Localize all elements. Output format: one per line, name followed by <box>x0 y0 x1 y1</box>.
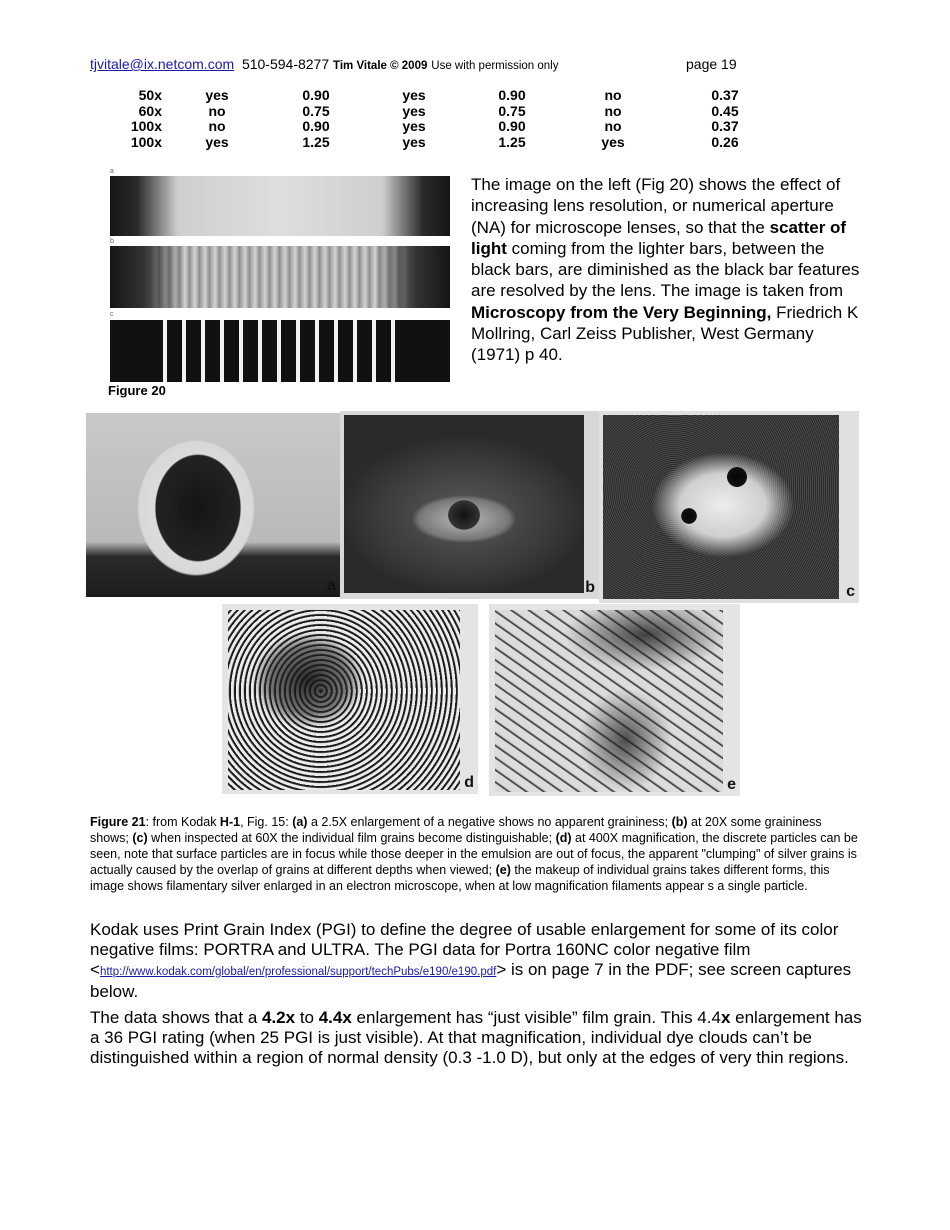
bar-label-c: c <box>110 311 114 318</box>
figure-label-b: b <box>585 579 595 596</box>
permission-note: Use with permission only <box>431 60 559 72</box>
figure-label-a: a <box>327 577 336 594</box>
grain-image-c <box>599 411 859 603</box>
magnification-table <box>92 88 780 150</box>
grain-image-e <box>489 604 740 796</box>
table-row: 100x no 0.90 yes 0.90 no 0.37 <box>130 118 739 134</box>
portrait-image-a <box>86 413 340 597</box>
page-header <box>90 56 737 72</box>
figure-20-caption: Figure 20 <box>108 383 166 398</box>
figure-label-d: d <box>464 774 474 791</box>
resolution-bar-b <box>110 246 450 308</box>
eye-image-b <box>340 411 599 599</box>
kodak-pdf-link[interactable]: http://www.kodak.com/global/en/professional/support/techPubs/e190/e190.pdf <box>99 966 497 978</box>
resolution-bar-c <box>110 320 450 382</box>
table-row: 60x no 0.75 yes 0.75 no 0.45 <box>138 102 739 119</box>
figure-20-paragraph: The image on the left (Fig 20) shows the effect of increasing lens resolution, or numerical aperture (NA) for microscope lenses, so that the scatter of light coming from the lighter bars, between the black bars, are diminished as the black bar features are resolved by the lens. The image is taken from Microscopy from the Very Beginning, Friedrich K Mollring, Carl Zeiss Publisher, West Germany (1971) p 40. <box>471 175 860 365</box>
grain-image-d <box>222 604 478 794</box>
author: Tim Vitale © 2009 <box>333 60 428 72</box>
figure-label-e: e <box>727 776 736 793</box>
page-number: page 19 <box>686 56 737 72</box>
bar-label-b: b <box>110 238 114 245</box>
figure-label-c: c <box>846 583 855 600</box>
resolution-bar-a <box>110 176 450 236</box>
table-row: 50x yes 0.90 yes 0.90 no 0.37 <box>138 87 739 103</box>
grain-data-paragraph: The data shows that a 4.2x to 4.4x enlargement has “just visible” film grain. This 4.4x enlargement has a 36 PGI rating (when 25 PGI is just visible). At that magnification, individual dye clouds can’t be distinguished within a region of normal density (0.3 -1.0 D), but only at the edges of very thin regions. <box>90 1008 862 1067</box>
figure-20-image <box>110 168 450 382</box>
bar-label-a: a <box>110 168 114 175</box>
email-link[interactable]: tjvitale@ix.netcom.com <box>90 56 235 72</box>
table-row: 100x yes 1.25 yes 1.25 yes 0.26 <box>130 133 739 150</box>
pgi-paragraph: Kodak uses Print Grain Index (PGI) to define the degree of usable enlargement for some of its color negative films: PORTRA and ULTRA. The PGI data for Portra 160NC color negative film <http://www.kodak.com/global/en/professional/support/techPubs/e190/e190.pdf> is on page 7 in the PDF; see screen captures below. <box>90 920 852 1001</box>
phone: 510-594-8277 <box>241 56 330 72</box>
figure-21-caption: Figure 21: from Kodak H-1, Fig. 15: (a) a 2.5X enlargement of a negative shows no apparent graininess; (b) at 20X some graininess shows; (c) when inspected at 60X the individual film grains become distinguishable; (d) at 400X magnification, the discrete particles can be seen, note that surface particles are in focus while those deeper in the emulsion are out of focus, the apparent "clumping" of silver grains is actually caused by the overlap of grains at different depths when viewed; (e) the makeup of individual grains takes different forms, this image shows filamentary silver enlarged in an electron microscope, when at low magnification filaments appear s a single particle. <box>90 815 858 893</box>
